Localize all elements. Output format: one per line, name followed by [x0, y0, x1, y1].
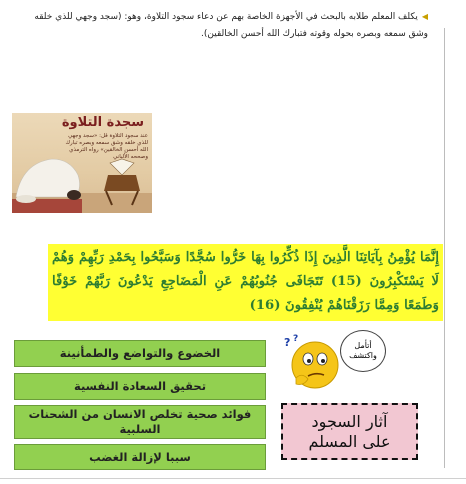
- quran-verse-box: إِنَّمَا يُؤْمِنُ بِآيَاتِنَا الَّذِينَ إِذَا ذُكِّرُوا بِهَا خَرُّوا سُجَّدًا وَسَبَّحُوا بِحَمْدِ رَبِّهِمْ وَهُمْ لَا يَسْتَكْبِرُونَ (15) تَتَجَافَى جُنُوبُهُمْ عَنِ الْمَضَاجِعِ يَدْعُونَ رَبَّهُمْ خَوْفًا وَطَمَعًا وَمِمَّا رَزَقْنَاهُمْ يُنْفِقُونَ (16): [48, 244, 443, 321]
- right-divider: [444, 28, 445, 468]
- thinking-emoji-icon: [282, 332, 344, 392]
- bottom-divider: [0, 478, 466, 479]
- badge-line2: واكتشف: [349, 351, 377, 360]
- effect-health: فوائد صحية تخلص الانسان من الشحنات السلبية: [14, 405, 266, 439]
- svg-text:?: ?: [284, 336, 291, 349]
- bullet-icon: ◀: [421, 12, 428, 21]
- intro-paragraph: [30, 8, 428, 43]
- question-marks-icon: [284, 334, 298, 349]
- topic-title-box: [281, 403, 418, 460]
- svg-text:?: ?: [293, 334, 299, 344]
- effect-humility: الخضوع والتواضع والطمأنينة: [14, 340, 266, 367]
- intro-text: يكلف المعلم طلابه بالبحث في الأجهزة الخاصة بهم عن دعاء سجود التلاوة، وهو: (سجد وجهي للذي خلقه وشق سمعه وبصره بحوله وقوته فتبارك الله أحسن الخالقين).: [34, 12, 428, 39]
- prayer-photo: [12, 113, 152, 213]
- contemplate-badge: [340, 330, 386, 372]
- effect-happiness: تحقيق السعادة النفسية: [14, 373, 266, 400]
- title-line2: على المسلم: [308, 431, 391, 451]
- effect-anger: سببا لإزالة الغضب: [14, 444, 266, 470]
- image-caption: عند سجود التلاوة قل: «سجد وجهي للذي خلقه وشق سمعه وبصره تبارك الله أحسن الخالقين» رواه الترمذي وصححه الألباني: [65, 133, 148, 160]
- image-title: سجدة التلاوة: [61, 115, 144, 130]
- title-line1: آثار السجود: [311, 411, 388, 431]
- badge-line1: أتأمل: [354, 341, 372, 350]
